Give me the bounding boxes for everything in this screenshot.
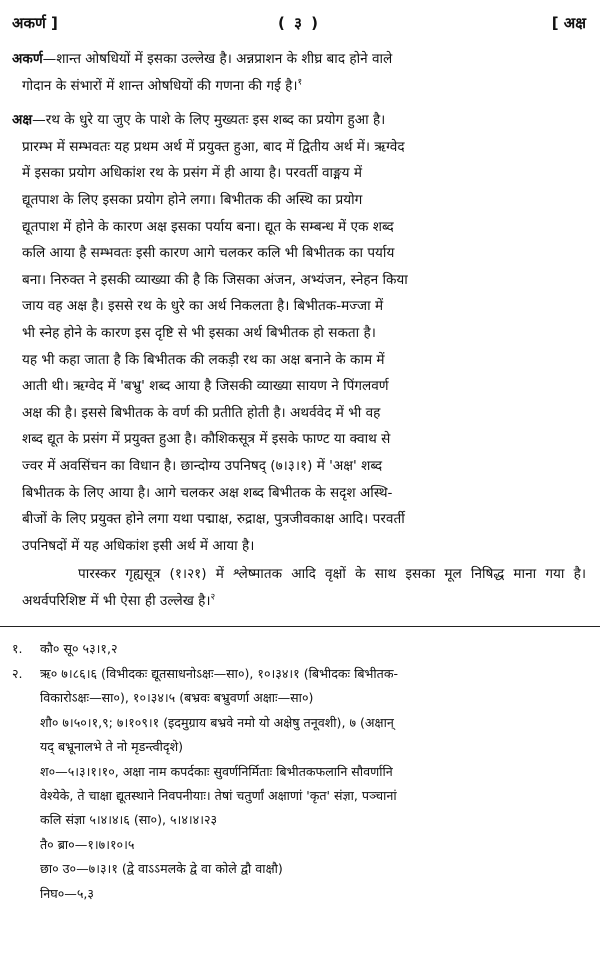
- entry-line: प्रारम्भ में सम्भवतः यह प्रथम अर्थ में प्रयुक्त हुआ, बाद में द्वितीय अर्थ में। ऋग्वेद: [22, 138, 405, 155]
- page-number: ( ३ ): [278, 14, 320, 32]
- footnote-line: ऋ० ७।८६।६ (विभीदकः द्यूतसाधनोऽक्षः—सा०), १०।३४।१ (बिभीदकः बिभीतक-: [40, 665, 399, 681]
- entry-line: बीजों के लिए प्रयुक्त होने लगा यथा पद्माक्ष, रुद्राक्ष, पुत्रजीवकाक्ष आदि। परवर्ती: [22, 511, 405, 528]
- entry-line: द्यूतपाश के लिए इसका प्रयोग होने लगा। बिभीतक की अस्थि का प्रयोग: [22, 191, 363, 208]
- entry-line: द्यूतपाश में होने के कारण अक्ष इसका पर्याय बना। द्यूत के सम्बन्ध में एक शब्द: [22, 218, 394, 235]
- entry-line: अक्ष की है। इससे बिभीतक के वर्ण की प्रतीति होती है। अथर्ववेद में भी वह: [22, 404, 381, 421]
- entry-line: गोदान के संभारों में शान्त ओषधियों की गणना की गई है।: [22, 77, 298, 94]
- footnote-line: छा० उ०—७।३।१ (द्वे वाऽऽमलके द्वे वा कोले द्वौ वाक्षौ): [40, 861, 283, 877]
- footnote-mark: २: [210, 592, 216, 603]
- entry-line: आती थी। ऋग्वेद में 'बभ्रु' शब्द आया है जिसकी व्याख्या सायण ने पिंगलवर्ण: [22, 378, 389, 395]
- entry-line: —रथ के धुरे या जुए के पाशे के लिए मुख्यतः इस शब्द का प्रयोग हुआ है।: [32, 112, 386, 129]
- footnote-line: विकारोऽक्षः—सा०), १०।३४।५ (बभ्रवः बभ्रुवर्णा अक्षाः—सा०): [40, 690, 314, 706]
- footnote-line: यद् बभ्रूनालभे ते नो मृडन्त्वीदृशे): [40, 739, 184, 755]
- entry-akarna: [12, 46, 586, 99]
- entry-aksha: [12, 107, 586, 559]
- footnote-line: वेश्येके, ते चाक्षा द्यूतस्थाने निवपनीयाः। तेषां चतुर्णां अक्षाणां 'कृत' संज्ञा, पञ्चानां: [40, 787, 397, 803]
- entry-line: उपनिषदों में यह अधिकांश इसी अर्थ में आया है।: [22, 537, 255, 554]
- entry-term: अक्ष: [12, 112, 33, 129]
- footnote-line: तै० ब्रा०—१।७।१०।५: [40, 836, 135, 852]
- footnote-line: कलि संज्ञा ५।४।४।६ (सा०), ५।४।४।२३: [40, 812, 218, 828]
- entry-line: में इसका प्रयोग अधिकांश रथ के प्रसंग में ही आया है। परवर्ती वाङ्मय में: [22, 165, 362, 182]
- footnote-1: [12, 637, 586, 661]
- page-header: [12, 8, 586, 38]
- footnote-number: २.: [12, 665, 23, 681]
- header-right-guideword: [ अक्ष: [551, 14, 586, 32]
- footnotes: [12, 637, 586, 905]
- header-left-guideword: अकर्ण ]: [12, 14, 58, 32]
- footnote-line: श०—५।३।१।१०, अक्षा नाम कपर्दकाः सुवर्णनिर्मिताः बिभीतकफलानि सौवर्णानि: [40, 763, 393, 779]
- entry-line: कलि आया है सम्भवतः इसी कारण आगे चलकर कलि भी बिभीतक का पर्याय: [22, 245, 395, 262]
- entry-line: शब्द द्यूत के प्रसंग में प्रयुक्त हुआ है। कौशिकसूत्र में इसके फाण्ट या क्वाथ से: [22, 431, 391, 448]
- footnote-line: शौ० ७।५०।१,९; ७।१०९।१ (इदमुग्राय बभ्रवे नमो यो अक्षेषु तनूवशी), ७ (अक्षान्: [40, 714, 394, 730]
- footnote-line: निघ०—५,३: [40, 885, 94, 901]
- footnote-divider: [0, 626, 600, 627]
- entry-paragraph: पारस्कर गृह्यसूत्र (१।२१) में श्लेष्मातक आदि वृक्षों के साथ इसका मूल निषिद्ध माना गया है। अथर्वपरिशिष्ट में भी ऐसा ही उल्लेख है।$^२$: [22, 566, 586, 609]
- entry-line: यह भी कहा जाता है कि बिभीतक की लकड़ी रथ का अक्ष बनाने के काम में: [22, 351, 385, 368]
- entry-line: बना। निरुक्त ने इसकी व्याख्या की है कि जिसका अंजन, अभ्यंजन, स्नेहन किया: [22, 271, 408, 288]
- footnote-2: [12, 662, 586, 686]
- entry-line: बिभीतक के लिए आया है। आगे चलकर अक्ष शब्द बिभीतक के सदृश अस्थि-: [22, 484, 393, 501]
- entry-line: भी स्नेह होने के कारण इस दृष्टि से भी इसका अर्थ बिभीतक हो सकता है।: [22, 324, 376, 341]
- footnote-number: १.: [12, 641, 23, 657]
- entry-line: —शान्त ओषधियों में इसका उल्लेख है। अन्नप्राशन के शीघ्र बाद होने वाले: [42, 51, 393, 67]
- footnote-line: कौ० सू० ५३।१,२: [40, 641, 118, 657]
- entry-line: ज्वर में अवसिंचन का विधान है। छान्दोग्य उपनिषद् (७।३।१) में 'अक्ष' शब्द: [22, 457, 383, 474]
- footnote-mark: १: [297, 77, 303, 88]
- entry-line: जाय वह अक्ष है। इससे रथ के धुरे का अर्थ निकलता है। बिभीतक-मज्जा में: [22, 298, 384, 315]
- entry-term: अकर्ण: [12, 51, 43, 67]
